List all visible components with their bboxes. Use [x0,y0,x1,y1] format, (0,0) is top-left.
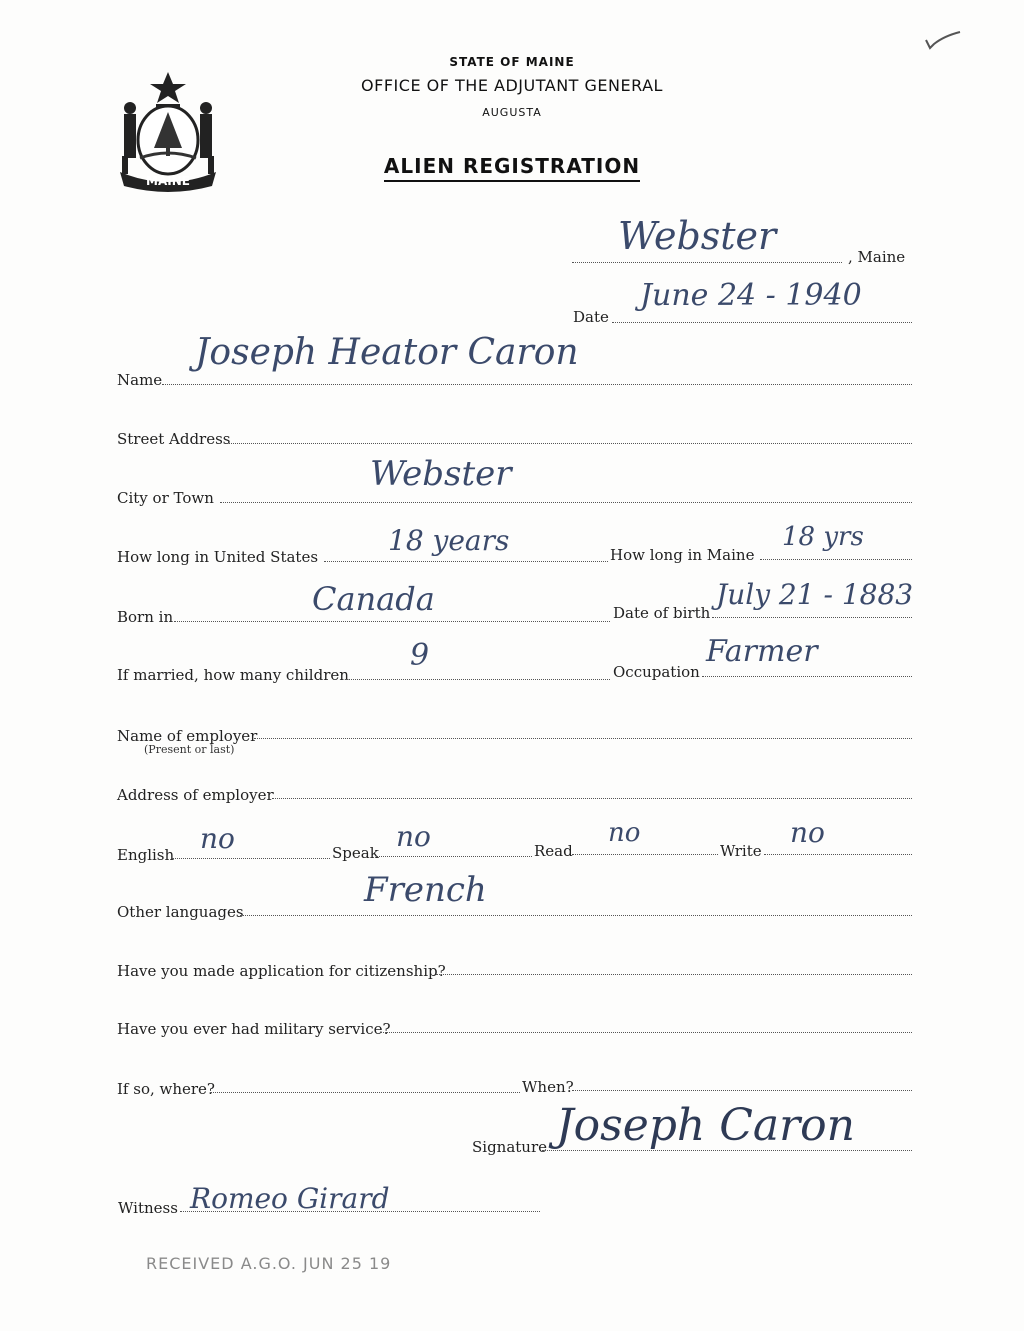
military-label: Have you ever had military service? [117,1020,391,1038]
other-languages-label: Other languages [117,903,244,921]
how-long-maine-line [760,559,912,560]
city-entry: Webster [370,454,512,494]
citizenship-line [436,974,912,975]
dob-label: Date of birth [613,604,711,622]
how-long-us-entry: 18 years [388,524,510,557]
english-line [172,858,330,859]
witness-entry: Romeo Girard [190,1182,390,1215]
date-label: Date [573,308,609,326]
check-mark-icon [924,28,964,52]
name-line [162,384,912,385]
form-title: ALIEN REGISTRATION [0,154,1024,178]
speak-line [376,856,532,857]
english-label: English [117,846,175,864]
town-line [572,262,842,263]
employer-line [254,738,912,739]
children-line [346,679,610,680]
date-line [612,322,912,323]
citizenship-label: Have you made application for citizenship? [117,962,446,980]
name-label: Name [117,371,163,389]
occupation-line [702,676,912,677]
write-label: Write [720,842,762,860]
employer-label: Name of employer [117,727,258,745]
other-languages-line [240,915,912,916]
speak-label: Speak [332,844,379,862]
how-long-maine-label: How long in Maine [610,546,755,564]
write-line [764,854,912,855]
state-heading: STATE OF MAINE [449,55,575,69]
received-stamp: RECEIVED A.G.O. JUN 25 19 [146,1254,392,1273]
how-long-maine-entry: 18 yrs [782,522,864,552]
city-heading: AUGUSTA [482,106,542,119]
employer-sublabel: (Present or last) [144,743,235,756]
born-in-entry: Canada [312,580,435,618]
street-label: Street Address [117,430,231,448]
employer-address-line [272,798,912,799]
city-label: City or Town [117,489,214,507]
occupation-label: Occupation [613,663,700,681]
witness-label: Witness [118,1199,178,1217]
street-line [226,443,912,444]
read-entry: no [608,818,641,848]
name-entry: Joseph Heator Caron [195,332,579,373]
children-label: If married, how many children [117,666,349,684]
read-line [572,854,718,855]
date-entry: June 24 - 1940 [640,278,862,313]
read-label: Read [534,842,573,860]
military-line [380,1032,912,1033]
how-long-us-line [324,561,608,562]
dob-line [712,617,912,618]
office-heading: OFFICE OF THE ADJUTANT GENERAL [361,76,663,95]
signature-label: Signature [472,1138,548,1156]
speak-entry: no [396,820,431,853]
maine-label: , Maine [848,248,906,266]
occupation-entry: Farmer [706,634,818,669]
dob-entry: July 21 - 1883 [716,578,914,611]
seal-label: MAINE [146,174,190,188]
born-in-line [174,621,610,622]
where-line [210,1092,520,1093]
born-in-label: Born in [117,608,174,626]
where-label: If so, where? [117,1080,215,1098]
other-languages-entry: French [364,870,487,910]
children-entry: 9 [410,638,430,673]
write-entry: no [790,816,825,849]
when-line [572,1090,912,1091]
employer-address-label: Address of employer [117,786,274,804]
how-long-us-label: How long in United States [117,548,319,566]
city-line [220,502,912,503]
town-entry: Webster [618,214,777,258]
english-entry: no [200,822,235,855]
when-label: When? [522,1078,574,1096]
signature-entry: Joseph Caron [556,1100,855,1151]
